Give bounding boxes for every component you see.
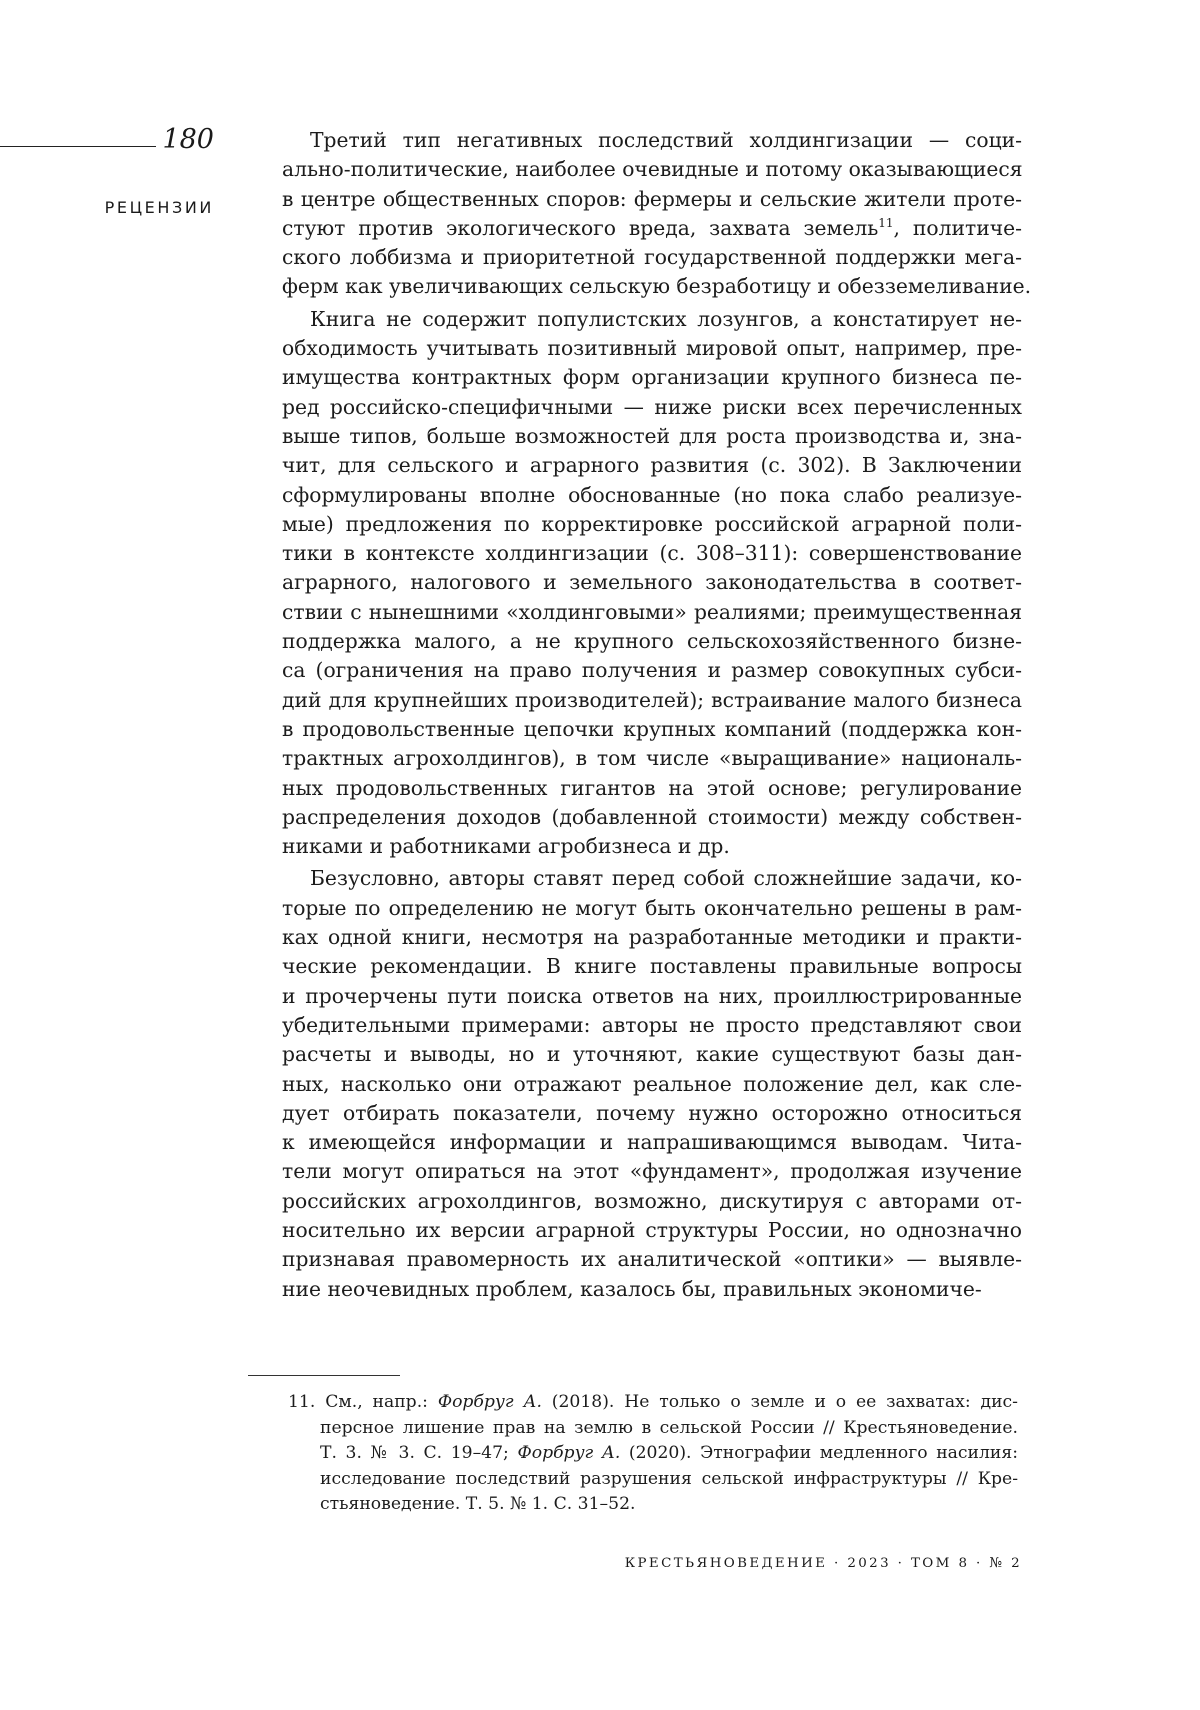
footnote-line: стьяноведение. Т. 5. № 1. С. 31–52. bbox=[320, 1494, 636, 1514]
paragraph-2 bbox=[282, 305, 1022, 862]
text-line: торые по определению не могут быть окончательно решены в рам- bbox=[282, 895, 1022, 920]
text-line: дий для крупнейших производителей); встраивание малого бизнеса bbox=[282, 687, 1022, 712]
text-line: ние неочевидных проблем, казалось бы, правильных экономиче- bbox=[282, 1276, 982, 1301]
text-line: ных, насколько они отражают реальное положение дел, как сле- bbox=[282, 1071, 1022, 1096]
paragraph-1 bbox=[282, 126, 1032, 302]
footnote-line: Т. 3. № 3. С. 19–47; Форбруг А. (2020). Этнографии медленного насилия: bbox=[320, 1443, 1018, 1463]
text-line: трактных агрохолдингов), в том числе «выращивание» националь- bbox=[282, 746, 1022, 771]
text-line: к имеющейся информации и напрашивающимся выводам. Чита- bbox=[282, 1130, 1022, 1155]
text-line: в центре общественных споров: фермеры и сельские жители проте- bbox=[282, 186, 1022, 211]
text-line: Безусловно, авторы ставят перед собой сложнейшие задачи, ко- bbox=[310, 866, 1022, 891]
text-line: и прочерчены пути поиска ответов на них, проиллюстрированные bbox=[282, 983, 1022, 1008]
running-footer: КРЕСТЬЯНОВЕДЕНИЕ · 2023 · ТОМ 8 · № 2 bbox=[624, 1556, 1022, 1571]
text-line: са (ограничения на право получения и размер совокупных субси- bbox=[282, 658, 1022, 683]
text-line: Третий тип негативных последствий холдингизации — соци- bbox=[310, 128, 1022, 152]
text-line: ках одной книги, несмотря на разработанные методики и практи- bbox=[282, 925, 1022, 950]
text-line: ствии с нынешними «холдинговыми» реалиями; преимущественная bbox=[282, 599, 1022, 624]
text-line: тели могут опираться на этот «фундамент», продолжая изучение bbox=[282, 1159, 1022, 1184]
section-label: РЕЦЕНЗИИ bbox=[104, 198, 214, 217]
text-line: мые) предложения по корректировке российской аграрной поли- bbox=[282, 511, 1022, 536]
text-line: стуют против экологического вреда, захвата земель$^{11}$, политиче- bbox=[282, 215, 1022, 240]
page-number: 180 bbox=[162, 124, 214, 155]
text-line: признавая правомерность их аналитической «оптики» — выявле- bbox=[282, 1247, 1022, 1272]
text-line: Книга не содержит популистских лозунгов, а констатирует не- bbox=[310, 306, 1022, 331]
text-line: убедительными примерами: авторы не просто представляют свои bbox=[282, 1012, 1022, 1037]
text-line: дует отбирать показатели, почему нужно осторожно относиться bbox=[282, 1100, 1022, 1125]
text-line: аграрного, налогового и земельного законодательства в соответ- bbox=[282, 570, 1022, 595]
text-line: ных продовольственных гигантов на этой основе; регулирование bbox=[282, 775, 1022, 800]
footnote-line: исследование последствий разрушения сельской инфраструктуры // Кре- bbox=[320, 1468, 1018, 1489]
text-line: расчеты и выводы, но и уточняют, какие существуют базы дан- bbox=[282, 1042, 1022, 1067]
text-line: в продовольственные цепочки крупных компаний (поддержка кон- bbox=[282, 716, 1022, 741]
footnote-line: персное лишение прав на землю в сельской России // Крестьяноведение. bbox=[320, 1417, 1018, 1438]
text-line: носительно их версии аграрной структуры России, но однозначно bbox=[282, 1217, 1022, 1242]
text-line: ально-политические, наиболее очевидные и потому оказывающиеся bbox=[282, 157, 1023, 182]
text-line: ческие рекомендации. В книге поставлены правильные вопросы bbox=[282, 954, 1022, 979]
text-line: чит, для сельского и аграрного развития (с. 302). В Заключении bbox=[282, 453, 1022, 478]
text-line: ферм как увеличивающих сельскую безработицу и обезземеливание. bbox=[282, 274, 1032, 299]
text-line: имущества контрактных форм организации крупного бизнеса пе- bbox=[282, 365, 1022, 390]
text-line: никами и работниками агробизнеса и др. bbox=[282, 834, 730, 859]
text-line: распределения доходов (добавленной стоимости) между собствен- bbox=[282, 804, 1022, 829]
text-line: выше типов, больше возможностей для роста производства и, зна- bbox=[282, 423, 1022, 448]
footnote-rule bbox=[248, 1375, 400, 1376]
text-line: обходимость учитывать позитивный мировой опыт, например, пре- bbox=[282, 336, 1022, 361]
text-line: тики в контексте холдингизации (с. 308–311): совершенствование bbox=[282, 541, 1022, 566]
text-line: поддержка малого, а не крупного сельскохозяйственного бизне- bbox=[282, 629, 1022, 654]
top-rule bbox=[0, 146, 156, 147]
text-line: российских агрохолдингов, возможно, дискутируя с авторами от- bbox=[282, 1188, 1022, 1213]
footnote-line: 11. См., напр.: Форбруг А. (2018). Не только о земле и о ее захватах: дис- bbox=[288, 1392, 1018, 1412]
paragraph-3 bbox=[282, 864, 1022, 1303]
text-line: ред российско-специфичными — ниже риски всех перечисленных bbox=[282, 394, 1022, 419]
text-line: сформулированы вполне обоснованные (но пока слабо реализуе- bbox=[282, 482, 1022, 507]
footnote-11 bbox=[288, 1390, 1018, 1518]
text-line: ского лоббизма и приоритетной государственной поддержки мега- bbox=[282, 245, 1022, 270]
body-text bbox=[282, 126, 1032, 1304]
footnote-ref[interactable]: 11 bbox=[878, 216, 894, 231]
